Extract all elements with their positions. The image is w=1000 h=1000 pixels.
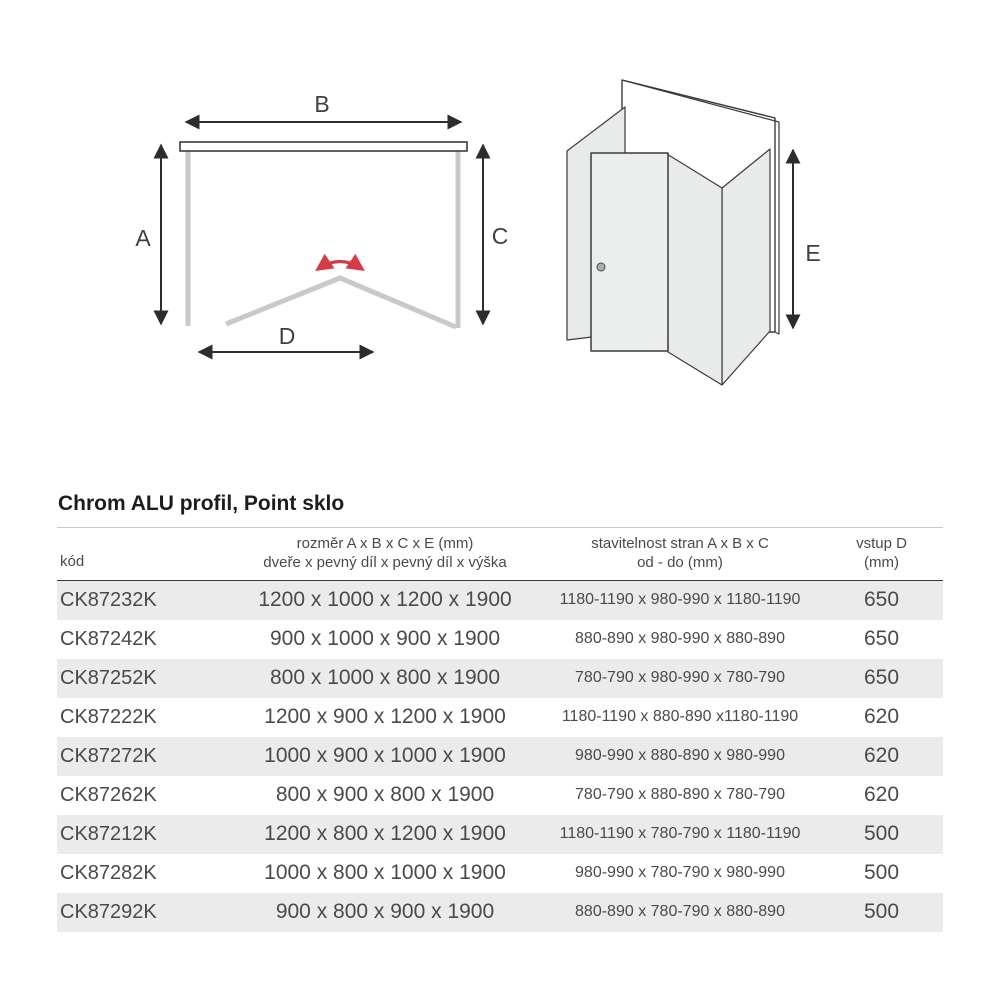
header-range	[540, 535, 820, 573]
product-code: CK87282K	[60, 861, 157, 884]
size-value: 1000 x 800 x 1000 x 1900	[264, 861, 506, 884]
adjust-range: 780-790 x 980-990 x 780-790	[575, 669, 785, 686]
spec-table-section	[57, 492, 943, 932]
product-code: CK87252K	[60, 666, 157, 689]
product-code: CK87212K	[60, 822, 157, 845]
entry-width: 620	[863, 705, 900, 728]
header-entry	[820, 535, 943, 573]
bifold-door-lines	[226, 278, 456, 327]
door-swing-arrow-icon	[318, 262, 362, 270]
door-knob-icon	[597, 263, 605, 271]
table-body	[57, 581, 943, 932]
header-entry-line1: vstup D	[856, 535, 907, 552]
entry-width: 650	[863, 627, 900, 650]
size-value: 1200 x 900 x 1200 x 1900	[264, 705, 506, 728]
size-value: 1200 x 800 x 1200 x 1900	[264, 822, 506, 845]
entry-width: 650	[863, 588, 900, 611]
adjust-range: 880-890 x 780-790 x 880-890	[575, 903, 785, 920]
table-row	[57, 581, 943, 620]
dimension-label-c: C	[491, 223, 509, 249]
section-title: Chrom ALU profil, Point sklo	[58, 492, 345, 515]
header-code	[57, 535, 230, 573]
entry-width: 620	[863, 783, 900, 806]
entry-width: 500	[863, 900, 900, 923]
header-size-line1: rozměr A x B x C x E (mm)	[296, 535, 474, 552]
entry-width: 620	[863, 744, 900, 767]
header-size-line2: dveře x pevný díl x pevný díl x výška	[263, 553, 507, 571]
size-value: 1000 x 900 x 1000 x 1900	[264, 744, 506, 767]
table-row	[57, 776, 943, 815]
entry-width: 500	[863, 822, 900, 845]
dimension-label-d: D	[278, 323, 296, 349]
table-row	[57, 737, 943, 776]
door-panel	[591, 153, 668, 351]
dimension-label-a: A	[135, 225, 151, 251]
adjust-range: 880-890 x 980-990 x 880-890	[575, 630, 785, 647]
header-size	[230, 535, 540, 573]
technical-diagrams	[0, 0, 1000, 470]
perspective-diagram	[567, 80, 821, 385]
header-range-line2: od - do (mm)	[637, 553, 723, 571]
size-value: 800 x 1000 x 800 x 1900	[269, 666, 500, 689]
table-row	[57, 698, 943, 737]
dimension-label-e: E	[805, 240, 821, 266]
header-code-label: kód	[60, 552, 85, 570]
table-row	[57, 659, 943, 698]
product-code: CK87222K	[60, 705, 157, 728]
table-row	[57, 893, 943, 932]
size-value: 800 x 900 x 800 x 1900	[275, 783, 495, 806]
topview-diagram	[135, 91, 508, 352]
table-row	[57, 620, 943, 659]
folded-panel-outer	[722, 149, 770, 385]
product-code: CK87272K	[60, 744, 157, 767]
wall-profile-bar	[180, 142, 467, 151]
size-value: 900 x 800 x 900 x 1900	[275, 900, 495, 923]
table-row	[57, 815, 943, 854]
adjust-range: 1180-1190 x 980-990 x 1180-1190	[559, 591, 801, 608]
entry-width: 500	[863, 861, 900, 884]
dimension-label-b: B	[314, 91, 330, 117]
adjust-range: 1180-1190 x 780-790 x 1180-1190	[559, 825, 801, 842]
header-entry-line2: (mm)	[864, 553, 899, 571]
adjust-range: 980-990 x 780-790 x 980-990	[575, 864, 785, 881]
table-header	[57, 527, 943, 581]
table-row	[57, 854, 943, 893]
product-code: CK87292K	[60, 900, 157, 923]
entry-width: 650	[863, 666, 900, 689]
size-value: 1200 x 1000 x 1200 x 1900	[258, 588, 512, 611]
product-code: CK87242K	[60, 627, 157, 650]
product-code: CK87262K	[60, 783, 157, 806]
header-range-line1: stavitelnost stran A x B x C	[591, 535, 769, 552]
folded-panel-inner	[667, 154, 722, 385]
product-code: CK87232K	[60, 588, 157, 611]
size-value: 900 x 1000 x 900 x 1900	[269, 627, 500, 650]
adjust-range: 780-790 x 880-890 x 780-790	[575, 786, 785, 803]
adjust-range: 1180-1190 x 880-890 x1180-1190	[561, 708, 799, 725]
adjust-range: 980-990 x 880-890 x 980-990	[575, 747, 785, 764]
